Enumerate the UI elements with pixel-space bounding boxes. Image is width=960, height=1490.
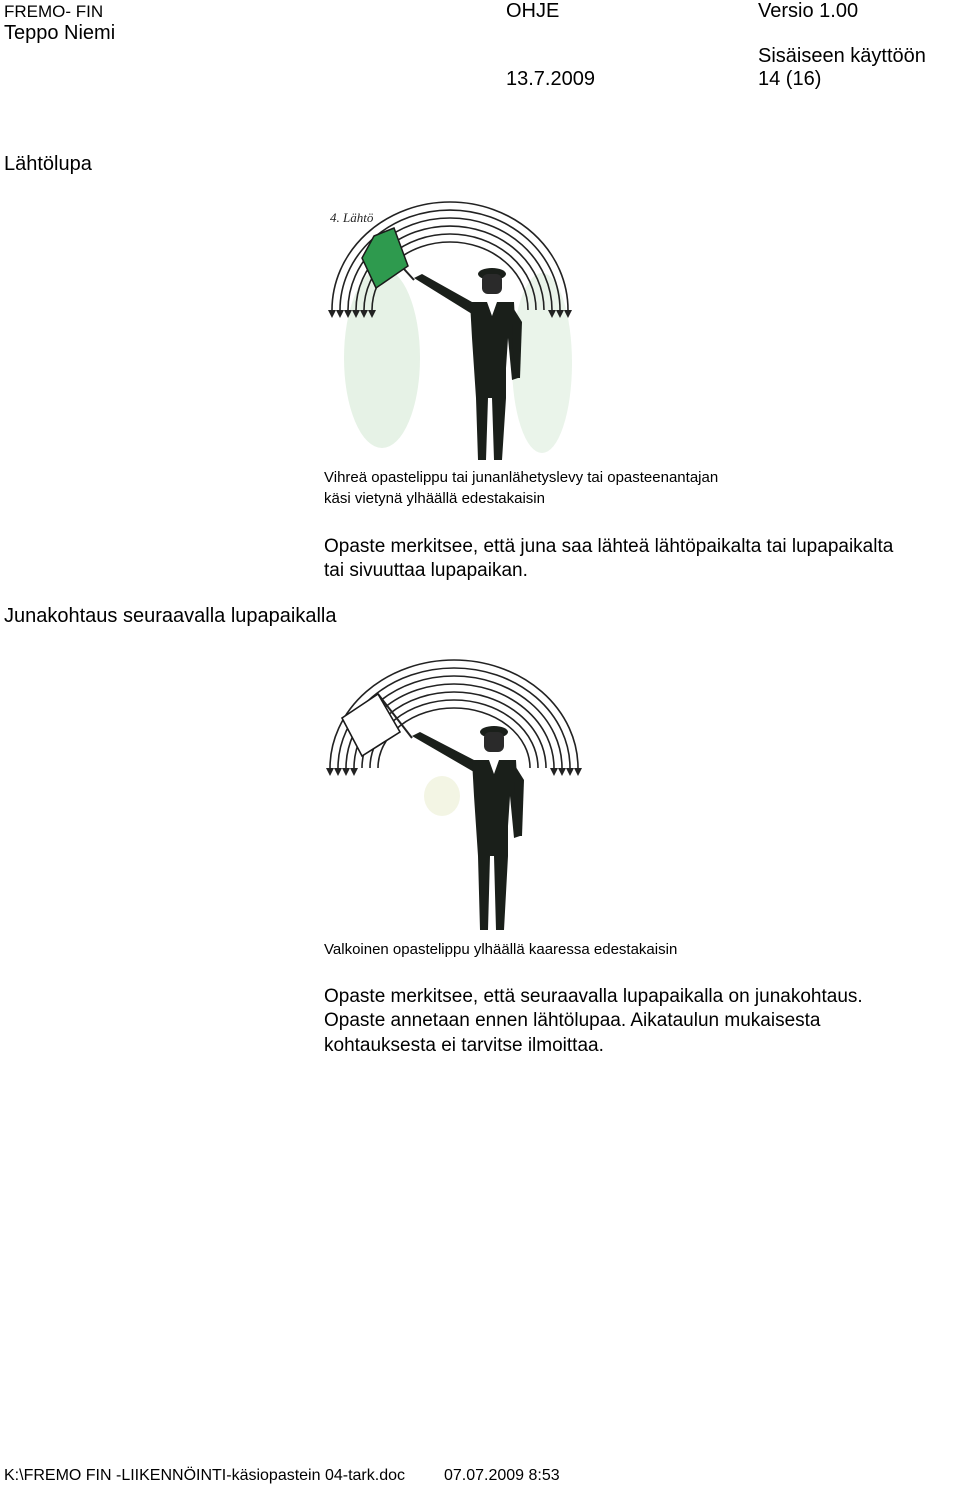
- header-classification: Sisäiseen käyttöön: [758, 45, 926, 67]
- header-version: Versio 1.00: [758, 0, 859, 22]
- figure-label-lahto: 4. Lähtö: [330, 210, 374, 225]
- header-date: 13.7.2009: [506, 68, 595, 90]
- header-page-number: 14 (16): [758, 68, 822, 90]
- white-flag-signaller-figure-icon: [322, 656, 588, 936]
- description-line-2: tai sivuuttaa lupapaikan.: [324, 560, 528, 581]
- description-line-2-section2: Opaste annetaan ennen lähtölupaa. Aikataulun mukaisesta: [324, 1010, 821, 1031]
- green-flag-signaller-figure-icon: [322, 198, 578, 466]
- section-title-lahtolupa: Lähtölupa: [4, 153, 92, 175]
- header-author: Teppo Niemi: [4, 22, 116, 44]
- caption-line-1: Vihreä opastelippu tai junanlähetyslevy tai opasteenantajan: [324, 469, 719, 486]
- footer-file-path: K:\FREMO FIN -LIIKENNÖINTI-käsiopastein 04-tark.doc: [4, 1467, 405, 1484]
- section-title-junakohtaus: Junakohtaus seuraavalla lupapaikalla: [4, 605, 337, 627]
- footer-timestamp: 07.07.2009 8:53: [444, 1467, 560, 1484]
- description-line-3-section2: kohtauksesta ei tarvitse ilmoittaa.: [324, 1035, 604, 1056]
- description-line-1: Opaste merkitsee, että juna saa lähteä lähtöpaikalta tai lupapaikalta: [324, 536, 894, 557]
- caption-line-2: käsi vietynä ylhäällä edestakaisin: [324, 490, 545, 507]
- description-line-1-section2: Opaste merkitsee, että seuraavalla lupapaikalla on junakohtaus.: [324, 986, 863, 1007]
- caption-line-white-flag: Valkoinen opastelippu ylhäällä kaaressa edestakaisin: [324, 941, 678, 958]
- header-organization: FREMO- FIN: [4, 2, 104, 21]
- header-doc-type: OHJE: [506, 0, 560, 22]
